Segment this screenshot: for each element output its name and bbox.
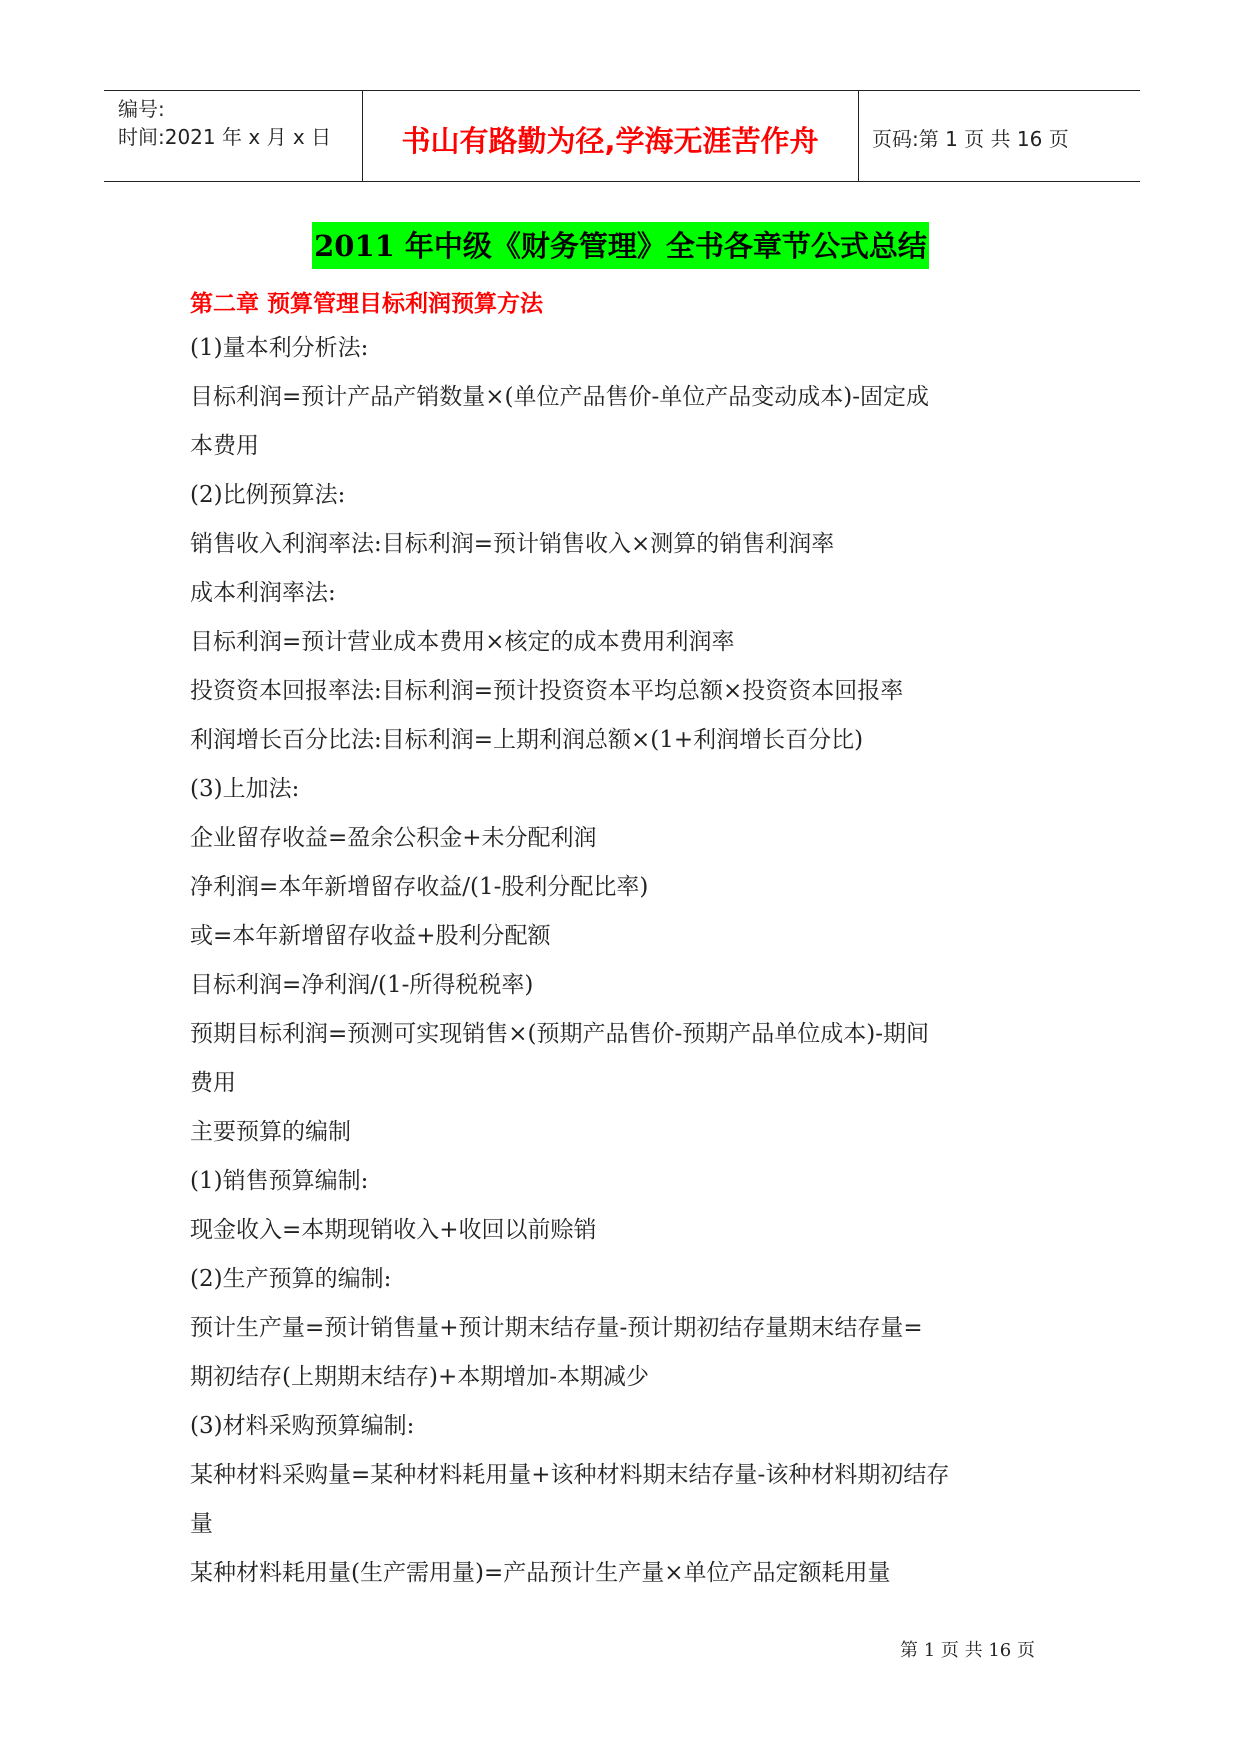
text-line: 某种材料采购量=某种材料耗用量+该种材料期末结存量-该种材料期初结存: [190, 1462, 950, 1488]
text-line: (2)比例预算法:: [190, 482, 346, 508]
text-line: 本费用: [190, 433, 259, 459]
text-line: 利润增长百分比法:目标利润=上期利润总额×(1+利润增长百分比): [190, 727, 864, 753]
text-line: 量: [190, 1511, 213, 1537]
page-footer: 第 1 页 共 16 页: [900, 1640, 1035, 1661]
text-line: 净利润=本年新增留存收益/(1-股利分配比率): [190, 874, 649, 900]
text-line: 销售收入利润率法:目标利润=预计销售收入×测算的销售利润率: [190, 531, 835, 557]
text-line: 企业留存收益=盈余公积金+未分配利润: [190, 825, 597, 851]
text-line: 预计生产量=预计销售量+预计期末结存量-预计期初结存量期末结存量=: [190, 1315, 923, 1341]
text-line: (3)上加法:: [190, 776, 300, 802]
text-line: 现金收入=本期现销收入+收回以前赊销: [190, 1217, 597, 1243]
text-line: 费用: [190, 1070, 236, 1096]
text-line: (2)生产预算的编制:: [190, 1266, 392, 1292]
header-meta: [118, 95, 358, 151]
text-line: (3)材料采购预算编制:: [190, 1413, 415, 1439]
document-header: [104, 90, 1140, 182]
text-line: 目标利润=预计产品产销数量×(单位产品售价-单位产品变动成本)-固定成: [190, 384, 930, 410]
title-container: [0, 222, 1241, 269]
header-motto: 书山有路勤为径,学海无涯苦作舟: [401, 124, 819, 158]
text-line: 目标利润=净利润/(1-所得税税率): [190, 972, 534, 998]
number-label: 编号:: [118, 97, 165, 121]
text-line: 或=本年新增留存收益+股利分配额: [190, 923, 551, 949]
text-line: 成本利润率法:: [190, 580, 336, 606]
text-line: (1)销售预算编制:: [190, 1168, 369, 1194]
document-title: 2011 年中级《财务管理》全书各章节公式总结: [312, 222, 929, 269]
time-label: 时间:2021 年 x 月 x 日: [118, 125, 332, 149]
header-page-info: 页码:第 1 页 共 16 页: [872, 127, 1069, 151]
header-divider: [858, 91, 859, 181]
text-line: 目标利润=预计营业成本费用×核定的成本费用利润率: [190, 629, 735, 655]
header-divider: [362, 91, 363, 181]
text-line: 预期目标利润=预测可实现销售×(预期产品售价-预期产品单位成本)-期间: [190, 1021, 930, 1047]
text-line: (1)量本利分析法:: [190, 335, 369, 361]
text-line: 投资资本回报率法:目标利润=预计投资资本平均总额×投资资本回报率: [190, 678, 904, 704]
chapter-heading: 第二章 预算管理目标利润预算方法: [190, 290, 544, 317]
document-body: [190, 284, 1070, 1598]
text-line: 期初结存(上期期末结存)+本期增加-本期减少: [190, 1364, 649, 1390]
text-line: 某种材料耗用量(生产需用量)=产品预计生产量×单位产品定额耗用量: [190, 1560, 891, 1586]
text-line: 主要预算的编制: [190, 1119, 351, 1145]
